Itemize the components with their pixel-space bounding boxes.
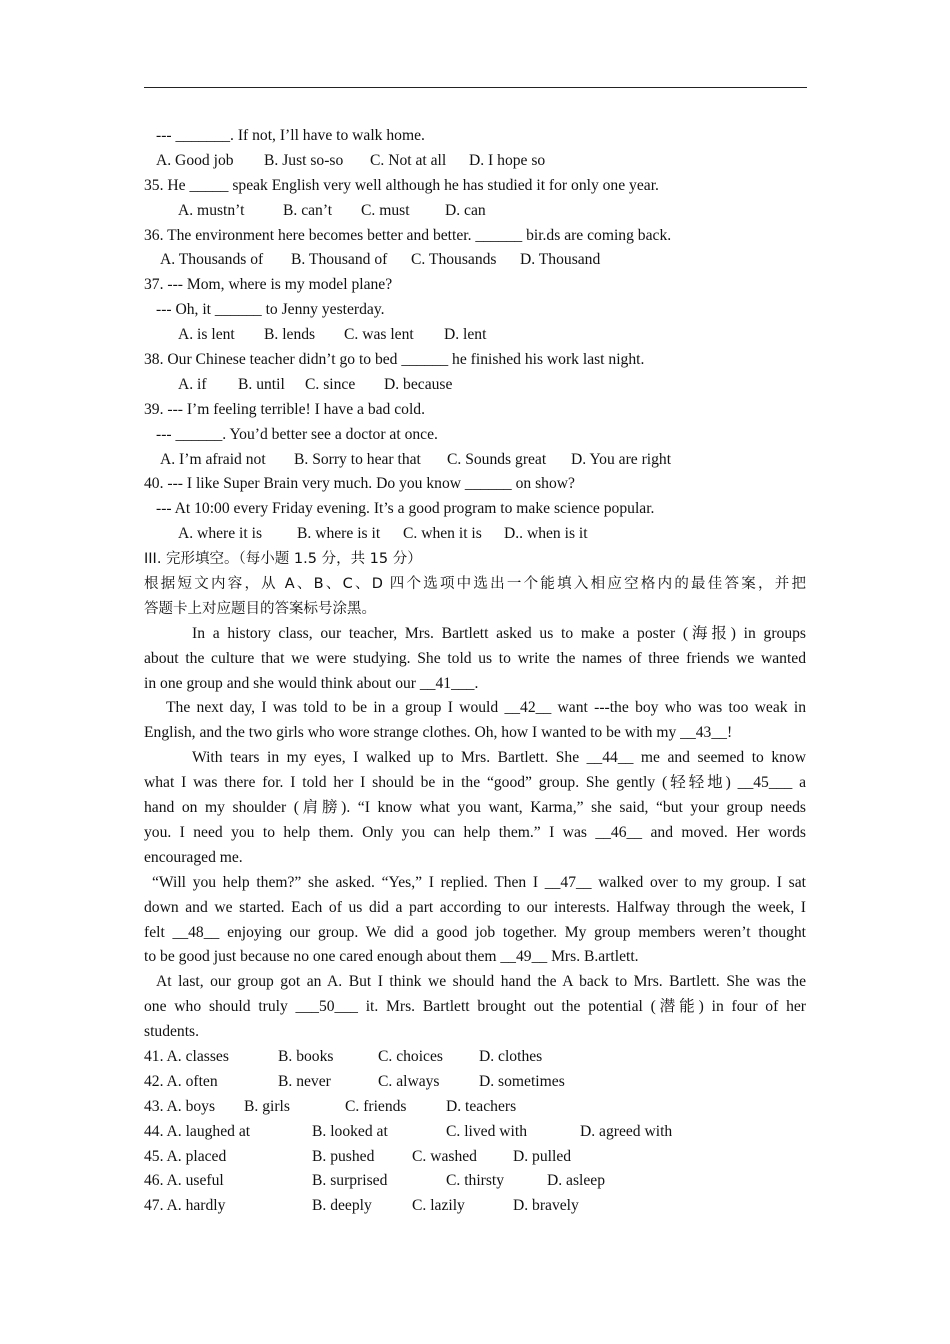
q39-reply: --- ______. You’d better see a doctor at once. (156, 425, 438, 443)
passage-line-12: down and we started. Each of us did a part according to our interests. Halfway through the week, I (144, 898, 806, 916)
passage-line-15: At last, our group got an A. But I think we should hand the A back to Mrs. Bartlett. She was the (156, 973, 806, 991)
q35-option-c: C. must (361, 201, 410, 219)
cloze-44-b: B. looked at (312, 1122, 388, 1140)
passage-line-8: hand on my shoulder (肩膀). “I know what you want, Karma,” she said, “but your group needs (144, 799, 806, 817)
passage-line-17: students. (144, 1023, 200, 1041)
passage-line-1: In a history class, our teacher, Mrs. Bartlett asked us to make a poster (海报) in groups (192, 624, 806, 642)
cloze-47-b: B. deeply (312, 1197, 372, 1215)
q36-options (144, 248, 806, 273)
q38-option-d: D. because (384, 375, 453, 393)
q39-option-a: A. I’m afraid not (160, 450, 266, 468)
cloze-43-a: 43. A. boys (144, 1097, 216, 1115)
q40-options (144, 522, 806, 547)
passage-line-14: to be good just because no one cared enough about them __49__ Mrs. B.artlett. (144, 948, 639, 966)
cloze-options-45 (144, 1145, 806, 1170)
q35-options (144, 199, 806, 224)
q36-option-a: A. Thousands of (160, 251, 264, 269)
q36-option-c: C. Thousands (411, 251, 497, 269)
cloze-options-42 (144, 1070, 806, 1095)
cloze-45-c: C. washed (412, 1147, 477, 1165)
q39-option-d: D. You are right (571, 450, 672, 468)
section-3-instruction-2-text: 答题卡上对应题目的答案标号涂黑。 (144, 600, 376, 617)
cloze-41-b: B. books (278, 1047, 334, 1065)
passage-line-3: in one group and she would think about our __41___. (144, 674, 479, 692)
cloze-options-47 (144, 1194, 806, 1219)
cloze-44-a: 44. A. laughed at (144, 1122, 251, 1140)
cloze-options-46 (144, 1169, 806, 1194)
q36-option-b: B. Thousand of (291, 251, 388, 269)
cloze-options-43 (144, 1095, 806, 1120)
q35-option-d: D. can (445, 201, 486, 219)
passage-line-5: English, and the two girls who wore strange clothes. Oh, how I wanted to be with my __43__! (144, 724, 733, 742)
q37-option-d: D. lent (444, 326, 487, 344)
passage-line-4: The next day, I was told to be in a group I would __42__ want ---the boy who was too weak in (166, 699, 806, 717)
section-3-heading (144, 547, 806, 572)
section-3-instruction-1-text: 根据短文内容，从 A、B、C、D 四个选项中选出一个能填入相应空格内的最佳答案，并把 (144, 576, 806, 593)
section-3-heading-text: III. 完形填空。（每小题 1.5 分，共 15 分） (144, 551, 422, 568)
q38-option-b: B. until (238, 375, 285, 393)
cloze-options-41 (144, 1045, 806, 1070)
q34-option-a: A. Good job (156, 151, 234, 169)
cloze-46-d: D. asleep (547, 1172, 606, 1190)
q40-option-c: C. when it is (403, 525, 482, 543)
q34-prompt: --- _______. If not, I’ll have to walk home. (156, 127, 425, 144)
passage-line-11: “Will you help them?” she asked. “Yes,” I replied. Then I __47__ walked over to my group. I sat (152, 873, 806, 891)
q37-options (144, 323, 806, 348)
cloze-43-b: B. girls (244, 1097, 290, 1115)
q40-option-d: D.. when is it (504, 525, 588, 543)
q38-option-c: C. since (305, 375, 356, 393)
cloze-45-a: 45. A. placed (144, 1147, 227, 1165)
section-3-instruction-2 (144, 597, 806, 622)
cloze-46-a: 46. A. useful (144, 1172, 224, 1190)
q38-options (144, 373, 806, 398)
q35-stem: 35. He _____ speak English very well although he has studied it for only one year. (144, 176, 659, 194)
q38-stem: 38. Our Chinese teacher didn’t go to bed ______ he finished his work last night. (144, 351, 645, 369)
passage-line-10: encouraged me. (144, 848, 243, 866)
cloze-46-c: C. thirsty (446, 1172, 505, 1190)
q37-option-c: C. was lent (344, 326, 414, 344)
q34-options (144, 149, 806, 174)
cloze-42-d: D. sometimes (479, 1072, 565, 1090)
exam-page (144, 124, 806, 1219)
cloze-41-c: C. choices (378, 1047, 443, 1065)
q38-option-a: A. if (178, 375, 207, 393)
cloze-47-d: D. bravely (513, 1197, 579, 1215)
q37-option-b: B. lends (264, 326, 316, 344)
q39-options (144, 448, 806, 473)
q39-option-c: C. Sounds great (447, 450, 547, 468)
cloze-42-c: C. always (378, 1072, 440, 1090)
q35-option-a: A. mustn’t (178, 201, 245, 219)
cloze-43-d: D. teachers (446, 1097, 517, 1115)
cloze-47-c: C. lazily (412, 1197, 465, 1215)
passage-line-16: one who should truly ___50___ it. Mrs. Bartlett brought out the potential (潜能) in four of her (144, 998, 806, 1016)
q39-stem: 39. --- I’m feeling terrible! I have a bad cold. (144, 400, 425, 418)
q36-option-d: D. Thousand (520, 251, 601, 269)
passage-line-9: you. I need you to help them. Only you can help them.” I was __46__ and moved. Her words (144, 823, 806, 841)
q36-stem: 36. The environment here becomes better and better. ______ bir.ds are coming back. (144, 226, 672, 244)
cloze-options-44 (144, 1120, 806, 1145)
q37-reply: --- Oh, it ______ to Jenny yesterday. (156, 301, 385, 319)
q37-option-a: A. is lent (178, 326, 235, 344)
cloze-41-d: D. clothes (479, 1047, 543, 1065)
cloze-44-c: C. lived with (446, 1122, 527, 1140)
cloze-45-b: B. pushed (312, 1147, 375, 1165)
q40-stem: 40. --- I like Super Brain very much. Do you know ______ on show? (144, 475, 575, 493)
cloze-44-d: D. agreed with (580, 1122, 673, 1140)
q34-option-b: B. Just so-so (264, 151, 344, 169)
cloze-42-a: 42. A. often (144, 1072, 218, 1090)
q40-option-b: B. where is it (297, 525, 381, 543)
passage-line-6: With tears in my eyes, I walked up to Mrs. Bartlett. She __44__ me and seemed to know (192, 749, 806, 767)
cloze-41-a: 41. A. classes (144, 1047, 229, 1065)
q40-reply: --- At 10:00 every Friday evening. It’s a good program to make science popular. (156, 500, 655, 518)
q37-stem: 37. --- Mom, where is my model plane? (144, 276, 393, 294)
cloze-45-d: D. pulled (513, 1147, 572, 1165)
q34-option-c: C. Not at all (370, 151, 447, 169)
q34-option-d: D. I hope so (469, 151, 546, 169)
passage-line-2: about the culture that we were studying. She told us to write the names of three friends we wanted (144, 649, 806, 667)
passage-line-7: what I was there for. I told her I should be in the “good” group. She gently (轻轻地) __45___ a (144, 774, 806, 792)
header-rule (144, 87, 807, 88)
section-3-instruction-1 (144, 572, 806, 597)
q35-option-b: B. can’t (283, 201, 333, 219)
cloze-42-b: B. never (278, 1072, 331, 1090)
cloze-43-c: C. friends (345, 1097, 407, 1115)
cloze-47-a: 47. A. hardly (144, 1197, 226, 1215)
passage-line-13: felt __48__ enjoying our group. We did a good job together. My group members weren’t thought (144, 923, 806, 941)
cloze-46-b: B. surprised (312, 1172, 388, 1190)
q40-option-a: A. where it is (178, 525, 263, 543)
q39-option-b: B. Sorry to hear that (294, 450, 421, 468)
